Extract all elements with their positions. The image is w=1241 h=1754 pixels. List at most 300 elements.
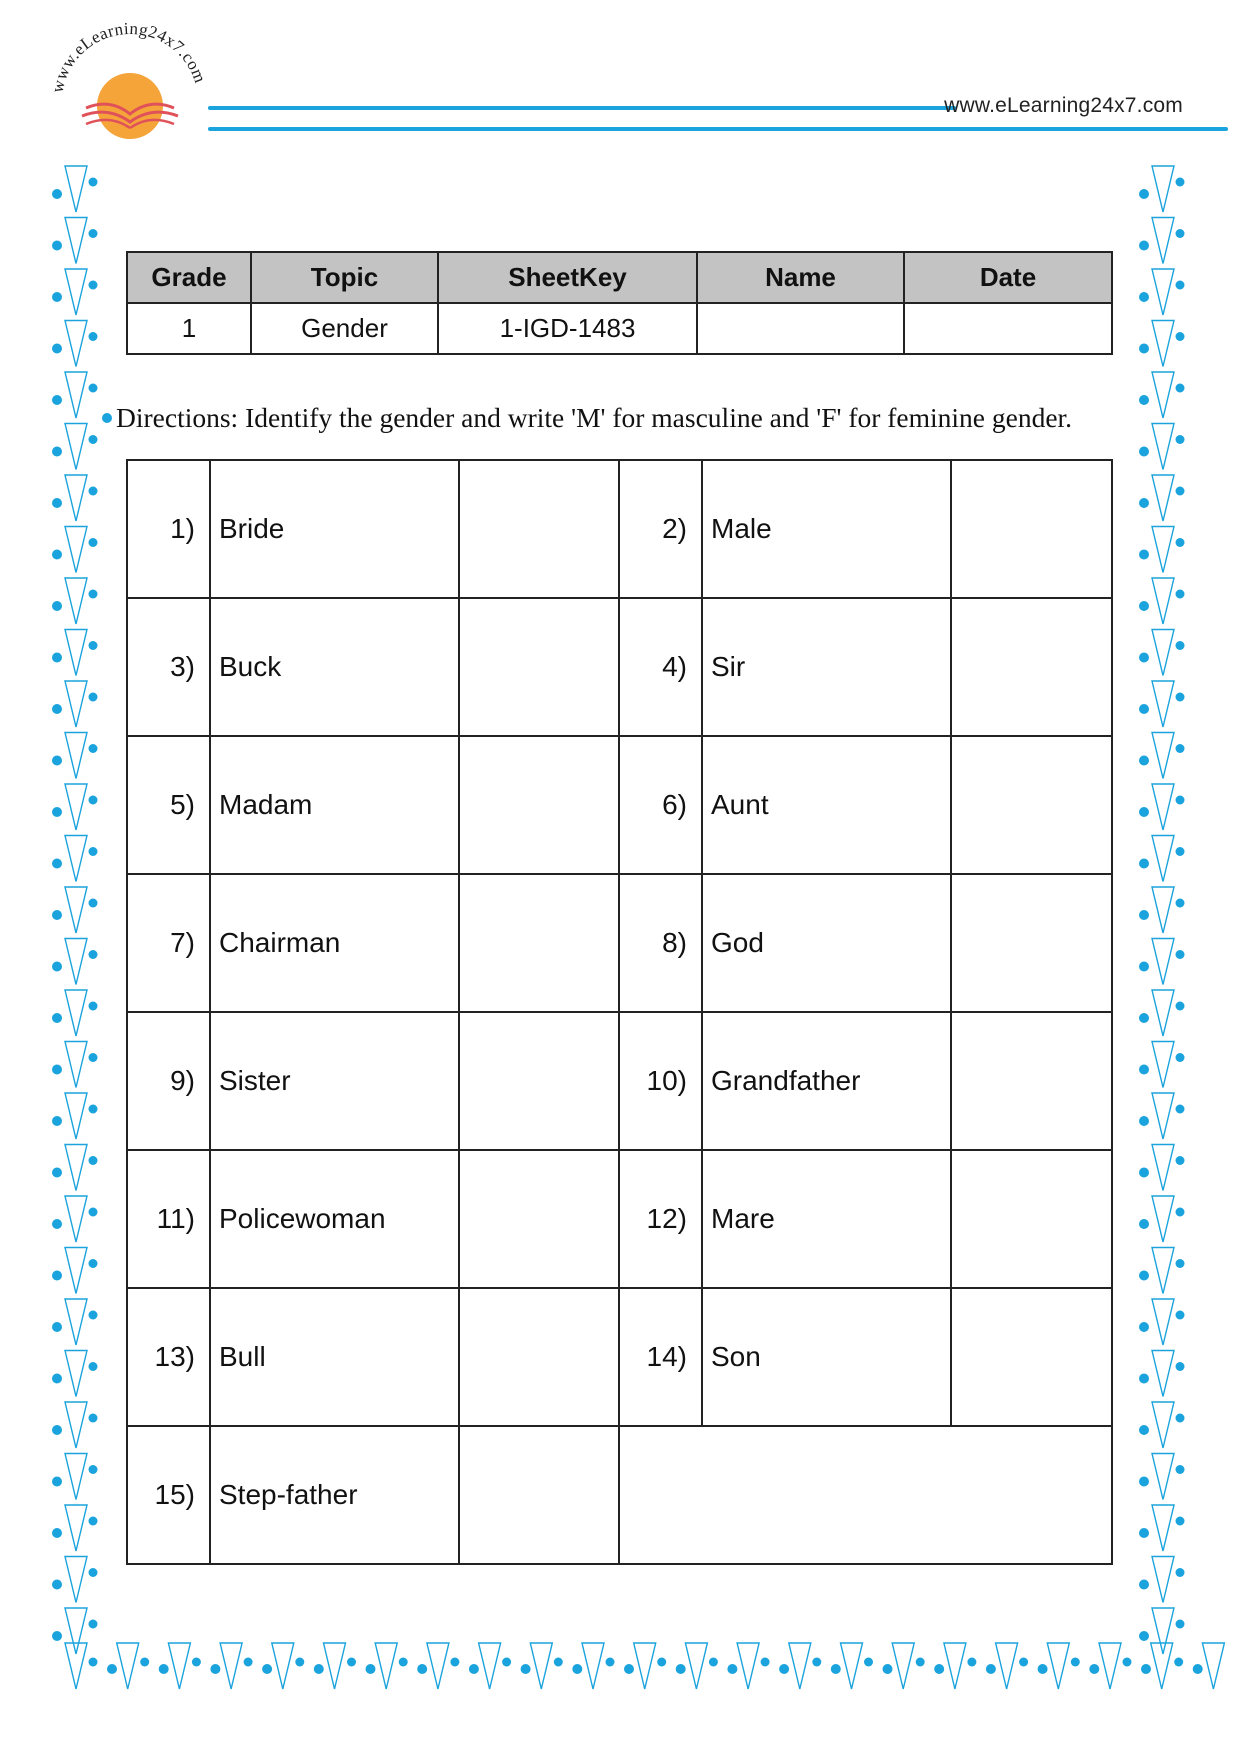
border-triangle [65,1608,87,1654]
border-dot [1176,1053,1185,1062]
item-number: 4) [619,598,702,736]
border-dot [1139,601,1149,611]
date-field[interactable] [904,303,1112,354]
info-header-row [127,252,1112,303]
border-dot [52,807,62,817]
border-dot [1139,1271,1149,1281]
border-triangle [1152,1454,1174,1500]
name-header: Name [697,252,904,303]
item-word: Bull [210,1288,459,1426]
border-triangle [65,1505,87,1551]
grade-value: 1 [127,303,251,354]
bullet-icon [102,413,112,423]
border-dot [89,641,98,650]
border-dot [1139,704,1149,714]
border-dot [1139,1219,1149,1229]
border-triangle [427,1643,449,1689]
border-triangle [1152,784,1174,830]
header-rule-bottom [208,127,1228,131]
border-dot [521,1664,531,1674]
border-dot [89,847,98,856]
item-word: God [702,874,951,1012]
border-dot [89,1568,98,1577]
border-triangle [1047,1643,1069,1689]
border-triangle [65,1643,87,1689]
border-dot [89,1156,98,1165]
border-dot [1176,178,1185,187]
border-dot [1176,1105,1185,1114]
border-dot [450,1658,459,1667]
border-triangle [1152,630,1174,676]
border-triangle [1152,1196,1174,1242]
answer-box[interactable] [459,1426,619,1564]
border-triangle [1202,1643,1224,1689]
name-field[interactable] [697,303,904,354]
border-triangle [65,1351,87,1397]
directions [102,402,1122,434]
border-dot [1176,847,1185,856]
border-dot [52,395,62,405]
border-dot [1176,950,1185,959]
item-number: 2) [619,460,702,598]
border-dot [89,1053,98,1062]
item-number: 6) [619,736,702,874]
border-dot [89,1362,98,1371]
answer-box[interactable] [951,1150,1112,1288]
item-word: Grandfather [702,1012,951,1150]
item-word: Sister [210,1012,459,1150]
item-word: Mare [702,1150,951,1288]
border-dot [1139,447,1149,457]
table-row [127,736,1112,874]
table-row [127,1288,1112,1426]
border-triangle [1152,681,1174,727]
border-dot [1176,384,1185,393]
border-triangle [65,939,87,985]
border-dot [52,1631,62,1641]
border-dot [1176,899,1185,908]
border-dot [417,1664,427,1674]
border-dot [1176,1517,1185,1526]
table-row [127,1150,1112,1288]
answer-box[interactable] [459,1288,619,1426]
border-dot [1123,1658,1132,1667]
border-dot [52,189,62,199]
border-dot [554,1658,563,1667]
border-dot [1139,807,1149,817]
border-dot [52,653,62,663]
border-dot [89,229,98,238]
border-triangle [1152,1402,1174,1448]
border-triangle [479,1643,501,1689]
border-dot [676,1664,686,1674]
border-triangle [65,1196,87,1242]
border-triangle [892,1643,914,1689]
border-dot [1193,1664,1203,1674]
border-triangle [1152,836,1174,882]
border-dot [779,1664,789,1674]
border-dot [52,1116,62,1126]
border-dot [1139,241,1149,251]
border-dot [244,1658,253,1667]
border-dot [1176,487,1185,496]
item-word: Son [702,1288,951,1426]
border-dot [1139,498,1149,508]
answer-box[interactable] [459,1150,619,1288]
border-dot [1176,332,1185,341]
site-url[interactable]: www.eLearning24x7.com [944,94,1183,117]
border-triangle [65,269,87,315]
border-triangle [65,1145,87,1191]
border-dot [262,1664,272,1674]
border-dot [967,1658,976,1667]
border-dot [52,910,62,920]
border-dot [831,1664,841,1674]
border-triangle [65,836,87,882]
answer-box[interactable] [459,1012,619,1150]
item-number: 14) [619,1288,702,1426]
border-dot [89,1465,98,1474]
border-triangle [1152,424,1174,470]
border-triangle [634,1643,656,1689]
item-number: 10) [619,1012,702,1150]
border-dot [1139,292,1149,302]
border-dot [52,344,62,354]
answer-box[interactable] [951,1288,1112,1426]
border-dot [1139,910,1149,920]
border-dot [1139,1528,1149,1538]
border-dot [1139,1374,1149,1384]
border-triangle [1152,1248,1174,1294]
border-dot [1176,1414,1185,1423]
border-triangle [117,1643,139,1689]
item-number: 7) [127,874,210,1012]
border-triangle [65,166,87,212]
item-number: 9) [127,1012,210,1150]
border-dot [1176,1620,1185,1629]
border-dot [1176,796,1185,805]
border-triangle [996,1643,1018,1689]
border-dot [52,447,62,457]
border-dot [864,1658,873,1667]
border-dot [1139,1116,1149,1126]
border-dot [1019,1658,1028,1667]
border-triangle [1152,939,1174,985]
sheetkey-value: 1-IGD-1483 [438,303,697,354]
border-dot [1176,1311,1185,1320]
sun-icon [97,73,163,139]
border-dot [52,1271,62,1281]
worksheet-grid [126,459,1113,1565]
border-dot [657,1658,666,1667]
border-dot [89,693,98,702]
border-triangle [65,681,87,727]
border-triangle [1152,990,1174,1036]
border-triangle [65,578,87,624]
border-triangle [65,218,87,264]
border-triangle [1152,475,1174,521]
border-dot [89,1311,98,1320]
item-number: 8) [619,874,702,1012]
border-dot [1139,1631,1149,1641]
border-dot [469,1664,479,1674]
border-dot [1176,641,1185,650]
border-triangle [1152,321,1174,367]
border-dot [89,1620,98,1629]
border-dot [883,1664,893,1674]
border-dot [52,1425,62,1435]
border-triangle [65,527,87,573]
sheetkey-header: SheetKey [438,252,697,303]
answer-box[interactable] [951,460,1112,598]
border-triangle [944,1643,966,1689]
border-triangle [789,1643,811,1689]
border-triangle [65,321,87,367]
border-dot [52,498,62,508]
item-word: Chairman [210,874,459,1012]
logo-text: www.eLearning24x7.com [47,22,211,95]
border-dot [1139,395,1149,405]
item-number: 12) [619,1150,702,1288]
border-dot [1176,435,1185,444]
border-triangle [65,1248,87,1294]
border-triangle [1152,733,1174,779]
border-dot [1139,756,1149,766]
border-triangle [324,1643,346,1689]
border-triangle [65,475,87,521]
border-dot [89,178,98,187]
border-triangle [65,1557,87,1603]
border-triangle [168,1643,190,1689]
info-value-row [127,303,1112,354]
border-dot [89,744,98,753]
answer-box[interactable] [951,598,1112,736]
border-dot [1176,590,1185,599]
border-dot [1176,1259,1185,1268]
border-triangle [1152,1557,1174,1603]
border-dot [986,1664,996,1674]
border-triangle [1099,1643,1121,1689]
border-dot [761,1658,770,1667]
border-triangle [220,1643,242,1689]
border-triangle [841,1643,863,1689]
border-dot [89,435,98,444]
table-row [127,874,1112,1012]
border-dot [347,1658,356,1667]
border-dot [1139,1322,1149,1332]
border-dot [624,1664,634,1674]
item-word: Buck [210,598,459,736]
border-dot [192,1658,201,1667]
answer-box[interactable] [459,874,619,1012]
table-row [127,1426,1112,1564]
border-dot [52,1013,62,1023]
border-dot [159,1664,169,1674]
border-dot [89,1414,98,1423]
border-dot [502,1658,511,1667]
border-dot [89,281,98,290]
border-dot [89,590,98,599]
grade-header: Grade [127,252,251,303]
border-dot [1176,1465,1185,1474]
item-number: 15) [127,1426,210,1564]
border-dot [52,1580,62,1590]
border-triangle [1152,887,1174,933]
border-dot [1089,1664,1099,1674]
border-dot [727,1664,737,1674]
border-triangle [1152,1093,1174,1139]
border-dot [1139,1425,1149,1435]
border-triangle [65,630,87,676]
site-logo [40,22,220,152]
border-dot [89,1208,98,1217]
border-dot [1071,1658,1080,1667]
border-triangle [1152,1145,1174,1191]
table-row [127,1012,1112,1150]
border-dot [52,550,62,560]
border-triangle [65,1093,87,1139]
border-triangle [65,424,87,470]
border-dot [1141,1664,1151,1674]
answer-box[interactable] [951,1012,1112,1150]
border-dot [1139,962,1149,972]
item-word: Madam [210,736,459,874]
border-dot [572,1664,582,1674]
item-number: 13) [127,1288,210,1426]
answer-box[interactable] [951,874,1112,1012]
border-dot [1139,1013,1149,1023]
border-dot [916,1658,925,1667]
topic-value: Gender [251,303,438,354]
border-dot [1139,344,1149,354]
border-dot [52,704,62,714]
border-dot [1038,1664,1048,1674]
border-dot [89,1002,98,1011]
border-dot [366,1664,376,1674]
border-dot [89,332,98,341]
border-dot [89,538,98,547]
border-triangle [65,372,87,418]
border-dot [1139,1168,1149,1178]
topic-header: Topic [251,252,438,303]
border-dot [89,1658,98,1667]
border-dot [107,1664,117,1674]
border-dot [89,1105,98,1114]
border-dot [1139,189,1149,199]
item-number: 5) [127,736,210,874]
item-number: 1) [127,460,210,598]
border-triangle [1152,527,1174,573]
border-dot [52,241,62,251]
border-dot [89,950,98,959]
border-dot [1174,1658,1183,1667]
empty-cell [619,1426,1112,1564]
border-dot [1139,1065,1149,1075]
border-dot [140,1658,149,1667]
border-dot [1176,1002,1185,1011]
border-dot [89,384,98,393]
item-word: Sir [702,598,951,736]
border-dot [89,1259,98,1268]
border-dot [52,292,62,302]
border-dot [1176,281,1185,290]
border-triangle [272,1643,294,1689]
border-triangle [1152,218,1174,264]
border-triangle [1152,1299,1174,1345]
border-dot [52,1322,62,1332]
border-dot [52,1168,62,1178]
border-dot [89,1517,98,1526]
border-dot [1176,229,1185,238]
border-dot [89,796,98,805]
border-dot [1139,550,1149,560]
border-triangle [1152,269,1174,315]
border-triangle [1152,1042,1174,1088]
table-row [127,598,1112,736]
border-dot [52,1219,62,1229]
border-triangle [1152,372,1174,418]
item-number: 3) [127,598,210,736]
border-dot [709,1658,718,1667]
border-triangle [1152,578,1174,624]
border-dot [1139,1477,1149,1487]
border-triangle [685,1643,707,1689]
border-dot [1176,538,1185,547]
border-triangle [530,1643,552,1689]
border-dot [52,1065,62,1075]
border-dot [399,1658,408,1667]
header-rule-top [208,106,956,110]
border-triangle [65,887,87,933]
border-triangle [1152,1351,1174,1397]
item-word: Male [702,460,951,598]
border-dot [1176,1568,1185,1577]
border-dot [934,1664,944,1674]
answer-box[interactable] [951,736,1112,874]
border-dot [812,1658,821,1667]
border-triangle [65,733,87,779]
answer-box[interactable] [459,598,619,736]
border-dot [52,601,62,611]
border-dot [210,1664,220,1674]
item-number: 11) [127,1150,210,1288]
border-dot [1139,653,1149,663]
directions-text: Directions: Identify the gender and write 'M' for masculine and 'F' for feminine gender. [116,402,1073,433]
border-triangle [1152,1505,1174,1551]
item-word: Policewoman [210,1150,459,1288]
border-triangle [65,1299,87,1345]
border-dot [89,487,98,496]
answer-box[interactable] [459,460,619,598]
border-triangle [1152,166,1174,212]
item-word: Aunt [702,736,951,874]
border-dot [314,1664,324,1674]
border-triangle [582,1643,604,1689]
border-dot [1139,859,1149,869]
item-word: Step-father [210,1426,459,1564]
border-dot [52,1374,62,1384]
answer-box[interactable] [459,736,619,874]
border-triangle [1152,1608,1174,1654]
table-row [127,460,1112,598]
border-dot [52,1477,62,1487]
border-triangle [65,1454,87,1500]
border-dot [606,1658,615,1667]
border-dot [1139,1580,1149,1590]
border-dot [52,1528,62,1538]
border-triangle [65,1402,87,1448]
border-triangle [65,784,87,830]
